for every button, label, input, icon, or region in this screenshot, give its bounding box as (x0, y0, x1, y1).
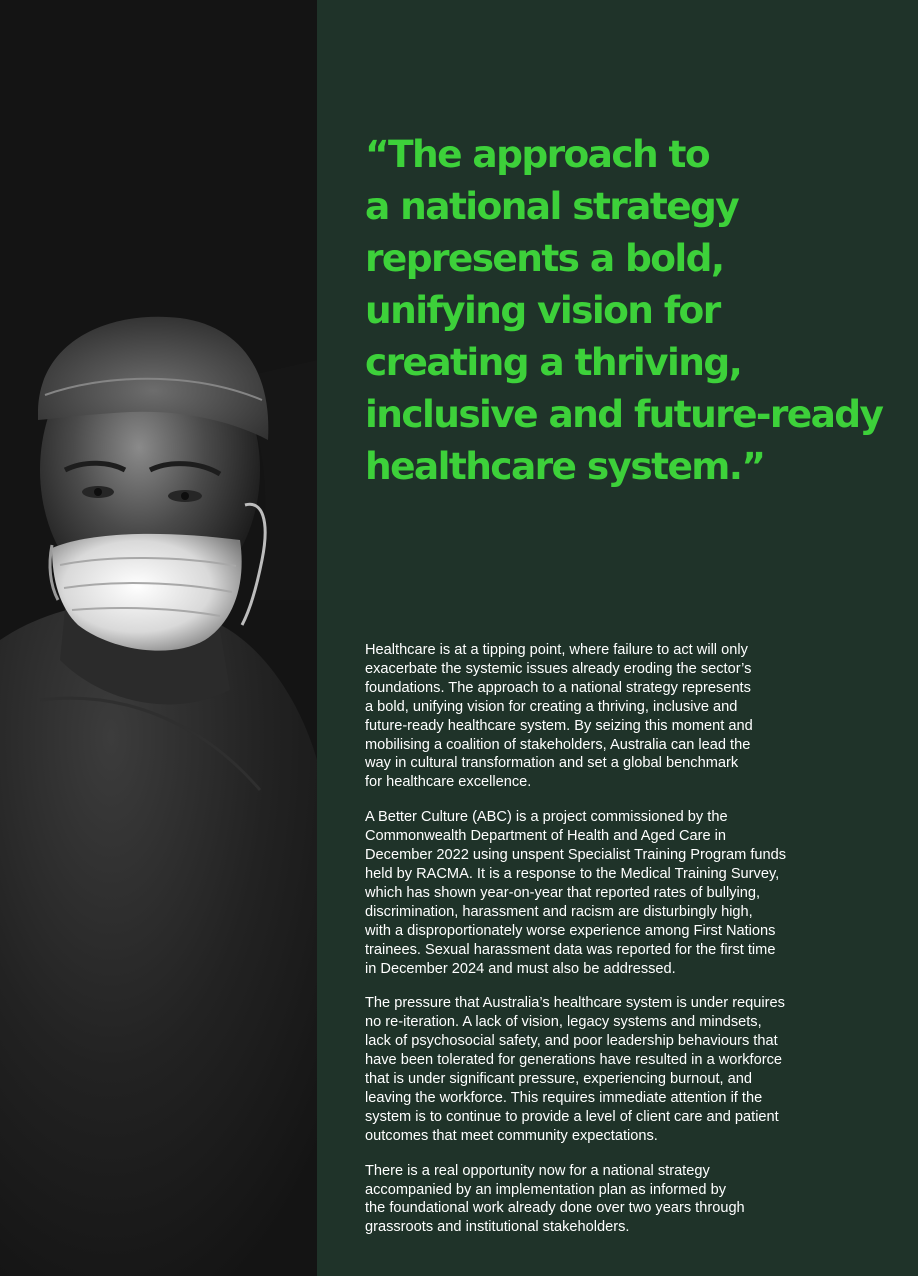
pull-quote-line: inclusive and future-ready (365, 392, 883, 436)
body-line: foundations. The approach to a national strategy represents (365, 679, 751, 696)
body-line: Commonwealth Department of Health and Aged Care in (365, 828, 726, 845)
pull-quote-line: unifying vision for (365, 288, 720, 332)
body-line: accompanied by an implementation plan as informed by (365, 1181, 726, 1198)
body-line: no re-iteration. A lack of vision, legacy systems and mindsets, (365, 1014, 762, 1031)
body-line: exacerbate the systemic issues already eroding the sector’s (365, 660, 752, 677)
body-line: way in cultural transformation and set a global benchmark (365, 755, 739, 772)
body-line: held by RACMA. It is a response to the Medical Training Survey, (365, 865, 780, 882)
body-line: leaving the workforce. This requires immediate attention if the (365, 1089, 763, 1106)
body-line: outcomes that meet community expectations. (365, 1127, 658, 1144)
pull-quote-line: represents a bold, (365, 236, 724, 280)
pull-quote-line: healthcare system.” (365, 444, 765, 488)
photo-panel (0, 0, 317, 1276)
body-line: which has shown year-on-year that reported rates of bullying, (365, 884, 761, 901)
body-line: lack of psychosocial safety, and poor leadership behaviours that (365, 1033, 778, 1050)
body-line: A Better Culture (ABC) is a project commissioned by the (365, 809, 728, 826)
body-paragraph-system-pressure (365, 994, 885, 1145)
body-line: that is under significant pressure, experiencing burnout, and (365, 1071, 752, 1088)
body-line: grassroots and institutional stakeholders. (365, 1219, 630, 1236)
body-line: have been tolerated for generations have resulted in a workforce (365, 1052, 782, 1069)
body-line: Healthcare is at a tipping point, where failure to act will only (365, 642, 748, 658)
body-paragraph-opportunity (365, 1162, 885, 1238)
body-line: system is to continue to provide a level of client care and patient (365, 1108, 779, 1125)
body-line: with a disproportionately worse experience among First Nations (365, 922, 776, 939)
body-copy (365, 641, 885, 1253)
body-line: the foundational work already done over two years through (365, 1200, 745, 1217)
pull-quote-line: “The approach to (365, 132, 710, 176)
body-line: December 2022 using unspent Specialist Training Program funds (365, 847, 787, 864)
body-paragraph-tipping-point (365, 641, 885, 792)
pull-quote (365, 128, 885, 492)
body-line: discrimination, harassment and racism are disturbingly high, (365, 903, 753, 920)
pull-quote-line: a national strategy (365, 184, 739, 228)
pull-quote-line: creating a thriving, (365, 340, 742, 384)
body-line: mobilising a coalition of stakeholders, Australia can lead the (365, 736, 751, 753)
body-line: in December 2024 and must also be addressed. (365, 960, 676, 977)
body-line: future-ready healthcare system. By seizing this moment and (365, 717, 753, 734)
body-paragraph-abc-project (365, 808, 885, 978)
body-line: trainees. Sexual harassment data was reported for the first time (365, 941, 776, 958)
healthcare-worker-surgical-mask-photo (0, 0, 317, 1276)
body-line: The pressure that Australia’s healthcare system is under requires (365, 995, 785, 1012)
body-line: a bold, unifying vision for creating a thriving, inclusive and (365, 698, 738, 715)
body-line: for healthcare excellence. (365, 774, 532, 791)
body-line: There is a real opportunity now for a national strategy (365, 1162, 710, 1179)
